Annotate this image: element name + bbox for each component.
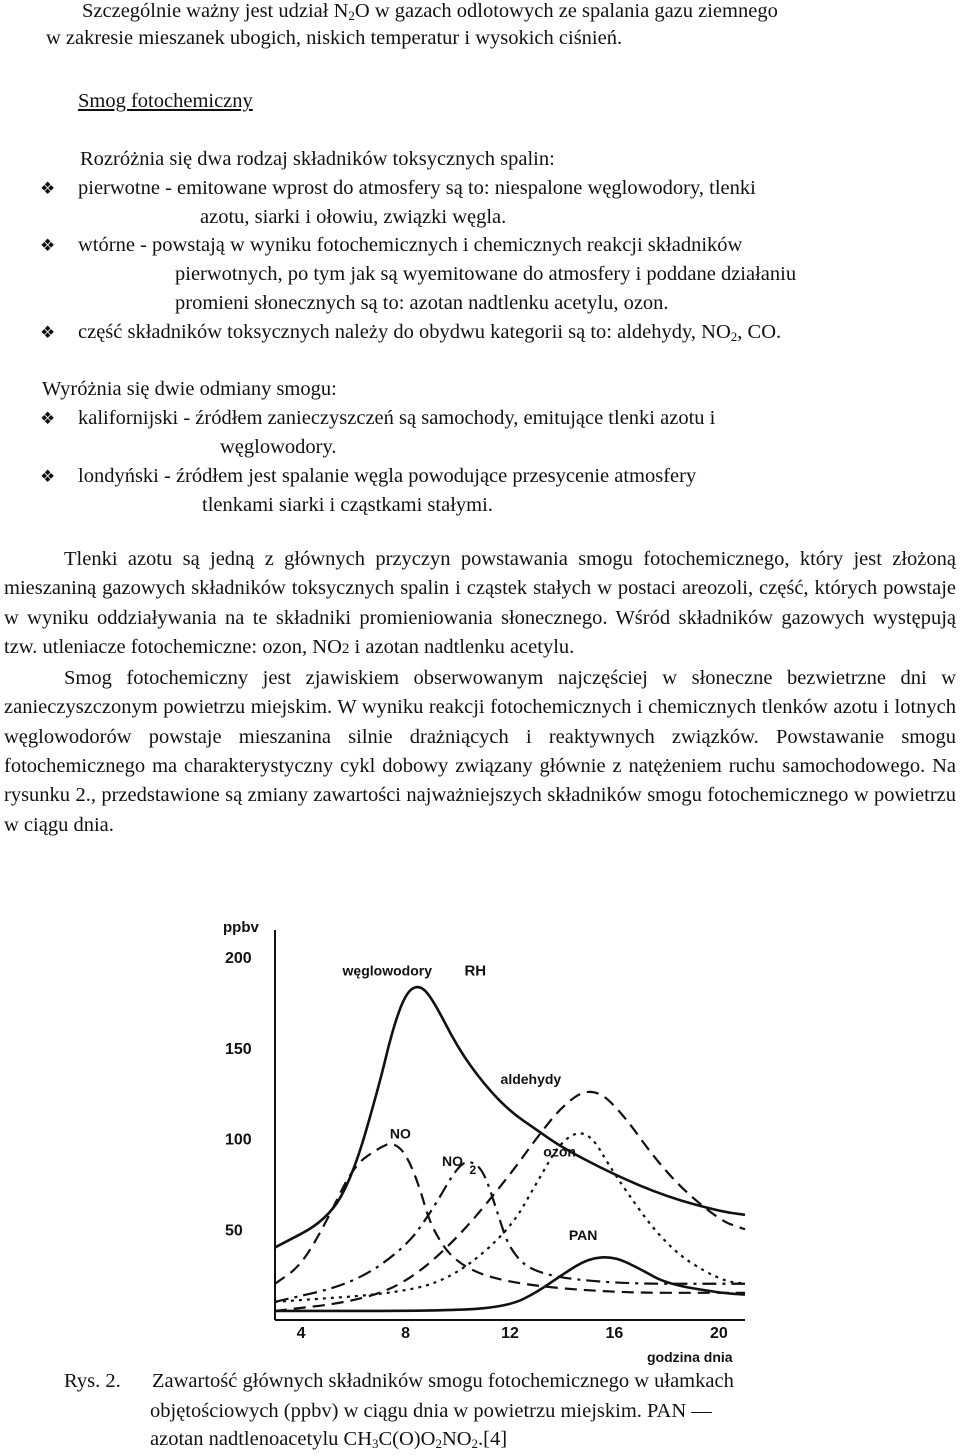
figure-caption-label: Rys. 2. — [64, 1370, 121, 1392]
paragraph-1-text-b: i azotan nadtlenku acetylu. — [349, 635, 575, 658]
intro-line-1-text-a: Szczególnie ważny jest udział N — [82, 0, 349, 22]
x-tick-label: 16 — [605, 1325, 624, 1342]
both-categories-text-b: , CO. — [737, 321, 782, 343]
y-axis-label: ppbv — [223, 919, 259, 936]
intro-line-1 — [82, 0, 778, 26]
caption-formula-b: C(O)O — [378, 1428, 436, 1450]
bullet-icon: ❖ — [40, 409, 56, 428]
x-tick-label: 4 — [296, 1325, 306, 1342]
caption-formula-c: NO — [441, 1428, 472, 1450]
figure-caption-line-3 — [150, 1425, 507, 1454]
series-label-ozon: ozon — [543, 1143, 576, 1160]
x-tick-label: 20 — [709, 1325, 728, 1342]
smog-types-intro: Wyróżnia się dwie odmiany smogu: — [42, 378, 337, 400]
x-axis-label: godzina dnia — [647, 1349, 733, 1365]
series-label-pan: PAN — [568, 1227, 598, 1244]
series-label-aldehydy: aldehydy — [500, 1071, 562, 1088]
bullet-icon: ❖ — [40, 467, 56, 486]
californian-line-2: węglowodory. — [220, 436, 337, 458]
caption-formula-a: azotan nadtlenoacetylu CH — [150, 1428, 372, 1450]
x-tick-label: 8 — [401, 1325, 411, 1342]
y-tick-label: 150 — [225, 1040, 252, 1058]
secondary-line-3: promieni słonecznych są to: azotan nadtlenku acetylu, ozon. — [175, 292, 669, 314]
y-tick-label: 200 — [225, 950, 252, 968]
figure-caption-line-1: Zawartość głównych składników smogu fotochemicznego w ułamkach — [152, 1370, 734, 1392]
y-tick-label: 100 — [225, 1131, 252, 1149]
figure-caption-line-2: objętościowych (ppbv) w ciągu dnia w powietrzu miejskim. PAN — — [150, 1400, 712, 1422]
both-categories-text-a: część składników toksycznych należy do obydwu kategorii są to: aldehydy, NO — [78, 321, 731, 343]
x-tick-label: 12 — [501, 1325, 519, 1342]
series-line-w-glowodory-rh — [275, 987, 745, 1247]
london-line-2: tlenkami siarki i cząstkami stałymi. — [202, 494, 493, 516]
both-categories-subscript: 2 — [730, 329, 738, 344]
californian-line-1: kalifornijski - źródłem zanieczyszczeń są samochody, emitujące tlenki azotu i — [78, 407, 716, 429]
bullet-icon: ❖ — [40, 179, 56, 198]
paragraph-1-no2-index: 2 — [341, 640, 350, 657]
bullet-icon: ❖ — [40, 323, 56, 342]
caption-formula-d: .[4] — [478, 1428, 508, 1450]
body-paragraphs — [4, 545, 956, 840]
bullet-icon: ❖ — [40, 236, 56, 255]
series-label-no2-subscript: 2 — [469, 1162, 477, 1177]
caption-formula-sub-3: 2 — [471, 1436, 479, 1451]
y-tick-label: 50 — [225, 1222, 243, 1240]
series-label-no: NO — [389, 1125, 411, 1142]
series-line-no — [275, 1144, 745, 1293]
series-line-aldehydy — [275, 1092, 745, 1311]
caption-formula-sub-2: 2 — [435, 1436, 442, 1451]
intro-line-1-text-b: O w gazach odlotowych ze spalania gazu ziemnego — [354, 0, 778, 22]
primary-line-1: pierwotne - emitowane wprost do atmosfery są to: niespalone węglowodory, tlenki — [78, 177, 756, 199]
smog-daily-cycle-chart — [215, 910, 760, 1370]
london-line-1: londyński - źródłem jest spalanie węgla powodujące przesycenie atmosfery — [78, 465, 697, 487]
paragraph-1-text-a: Tlenki azotu są jedną z głównych przyczyn powstawania smogu fotochemicznego, który jest złożoną mieszaniną gazowych składników toksycznych spalin i cząstek stałych w postaci areozoli, część, których powstaje w wyniku oddziaływania na te składniki promieniowania słonecznego. Wśród składników gazowych występują tzw. utleniacze fotochemiczne: ozon, NO — [4, 548, 956, 658]
primary-line-2: azotu, siarki i ołowiu, związki węgla. — [200, 206, 507, 228]
both-categories-line — [78, 318, 781, 347]
intro-line-1-subscript: 2 — [348, 8, 355, 23]
series-label-w-glowodory-rh-suffix: RH — [464, 962, 487, 980]
paragraph-1 — [4, 545, 956, 664]
series-line-pan — [275, 1257, 745, 1311]
series-line-ozon — [275, 1133, 745, 1302]
caption-formula-sub-1: 3 — [372, 1436, 379, 1451]
section-heading: Smog fotochemiczny — [78, 90, 253, 112]
series-label-no2: NO — [442, 1152, 464, 1169]
secondary-line-2: pierwotnych, po tym jak są wyemitowane do atmosfery i poddane działaniu — [175, 263, 797, 285]
components-intro: Rozróżnia się dwa rodzaj składników toksycznych spalin: — [80, 148, 555, 170]
paragraph-2: Smog fotochemiczny jest zjawiskiem obserwowanym najczęściej w słoneczne bezwietrzne dni w zanieczyszczonym powietrzu miejskim. W wyniku reakcji fotochemicznych i chemicznych tlenków azotu i lotnych węglowodorów powstaje mieszanina silnie drażniących i reaktywnych związków. Powstawanie smogu fotochemicznego ma charakterystyczny cykl dobowy związany głównie z natężeniem ruchu samochodowego. Na rysunku 2., przedstawione są zmiany zawartości najważniejszych składników smogu fotochemicznego w powietrzu w ciągu dnia. — [4, 667, 956, 836]
intro-line-2: w zakresie mieszanek ubogich, niskich temperatur i wysokich ciśnień. — [46, 27, 623, 49]
series-label-w-glowodory-rh: węglowodory — [342, 962, 433, 979]
secondary-line-1: wtórne - powstają w wyniku fotochemicznych i chemicznych reakcji składników — [78, 234, 743, 256]
